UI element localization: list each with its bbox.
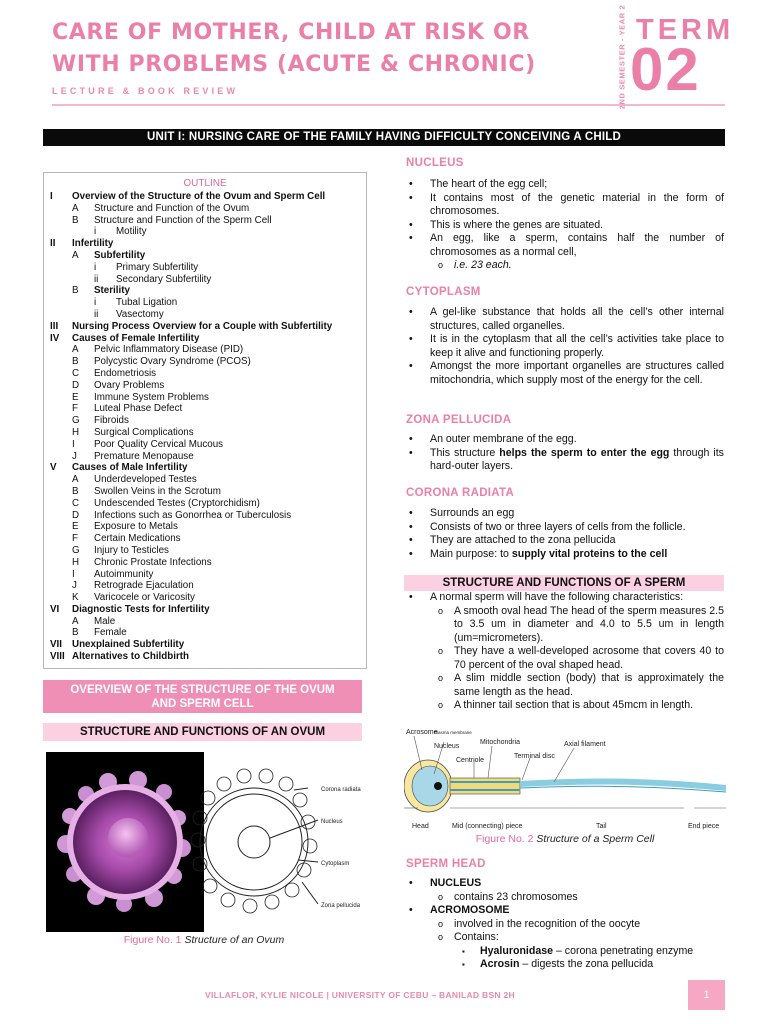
outline-text: Female (94, 627, 127, 639)
outline-text: Certain Medications (94, 533, 181, 545)
outline-marker: F (72, 403, 78, 415)
outline-item (50, 403, 360, 415)
outline-marker: G (72, 544, 80, 556)
corona-radiata-heading: CORONA RADIATA (406, 487, 515, 499)
outline-marker: i (94, 261, 97, 273)
nucleus-list (406, 178, 724, 273)
outline-text: Subfertility (94, 249, 146, 261)
sperm-caption-text: Structure of a Sperm Cell (533, 833, 655, 845)
outline-item (50, 486, 360, 498)
list-item: • This is where the genes are situated. (409, 218, 604, 231)
outline-box (43, 172, 367, 669)
outline-marker: H (72, 556, 80, 568)
outline-text: Alternatives to Childbirth (72, 651, 190, 663)
label-zona-pellucida: Zona pellucida (321, 903, 361, 909)
list-item: • An outer membrane of the egg. (409, 433, 577, 445)
outline-item (50, 368, 360, 380)
overview-heading-line1: OVERVIEW OF THE STRUCTURE OF THE OVUM (70, 684, 335, 696)
outline-text: Poor Quality Cervical Mucous (94, 438, 224, 450)
list-item: • Consists of two or three layers of cells from the follicle. (409, 520, 686, 533)
sperm-figure-caption (404, 833, 726, 845)
document-title-line-2: WITH PROBLEMS (ACUTE & CHRONIC) (52, 52, 536, 77)
list-subitem: o A smooth oval head The head of the sperm measures 2.5 to 3.5 um in diameter and 4.0 to 5.5 um in length (um=micrometers). (438, 604, 724, 644)
outline-item (50, 569, 360, 581)
outline-marker: II (50, 238, 56, 250)
list-subitem: o Contains: (438, 931, 499, 943)
outline-marker: K (72, 592, 79, 604)
label-nucleus: Nucleus (321, 819, 343, 825)
outline-list (50, 191, 360, 663)
label-mid-piece: Mid (connecting) piece (452, 823, 523, 830)
label-terminal-disc: Terminal disc (514, 753, 555, 760)
outline-marker: VII (50, 639, 62, 651)
label-tail: Tail (596, 823, 607, 830)
outline-item (50, 639, 360, 651)
list-item: • Main purpose: to supply vital proteins to the cell (409, 547, 668, 560)
list-item: • Surrounds an egg (409, 507, 515, 519)
outline-marker: H (72, 426, 80, 438)
outline-item (50, 344, 360, 356)
outline-text: Swollen Veins in the Scrotum (94, 485, 221, 497)
label-centriole: Centriole (456, 757, 485, 764)
list-subitem: o involved in the recognition of the oocyte (438, 917, 641, 930)
label-end-piece: End piece (688, 823, 720, 830)
list-item: • NUCLEUS (409, 877, 482, 889)
outline-text: Pelvic Inflammatory Disease (PID) (94, 344, 244, 356)
outline-marker: A (72, 202, 79, 214)
outline-item (50, 545, 360, 557)
zona-list (406, 433, 724, 474)
outline-text: Diagnostic Tests for Infertility (72, 603, 210, 615)
outline-marker: i (94, 297, 97, 309)
outline-item (50, 498, 360, 510)
outline-text: Premature Menopause (94, 450, 194, 462)
list-subitem: o They have a well-developed acrosome that covers 40 to 70 percent of the oval shaped head. (438, 645, 724, 671)
outline-item (50, 580, 360, 592)
sperm-section-heading: STRUCTURE AND FUNCTIONS OF A SPERM (404, 575, 724, 591)
label-axial-filament: Axial filament (564, 741, 606, 748)
outline-item (50, 474, 360, 486)
outline-marker: E (72, 391, 79, 403)
outline-marker: V (50, 462, 57, 474)
outline-item (50, 557, 360, 569)
outline-marker: ii (94, 273, 99, 285)
outline-text: Undescended Testes (Cryptorchidism) (94, 497, 260, 509)
outline-marker: i (94, 226, 97, 238)
outline-item (50, 380, 360, 392)
ovum-caption-text: Structure of an Ovum (181, 934, 285, 946)
outline-marker: A (72, 615, 79, 627)
outline-text: Nursing Process Overview for a Couple with Subfertility (72, 320, 333, 332)
outline-text: Causes of Male Infertility (72, 462, 188, 474)
outline-item (50, 356, 360, 368)
semester-label (612, 4, 632, 110)
outline-text: Exposure to Metals (94, 521, 178, 533)
outline-item (50, 215, 360, 227)
document-subtitle: LECTURE & BOOK REVIEW (52, 86, 239, 96)
outline-marker: A (72, 474, 79, 486)
outline-item (50, 616, 360, 628)
outline-marker: III (50, 320, 59, 332)
outline-item (50, 274, 360, 286)
footer-author: VILLAFLOR, KYLIE NICOLE | UNIVERSITY OF CEBU – BANILAD BSN 2H (204, 990, 515, 1000)
label-acrosome: Acrosome (406, 729, 438, 736)
outline-item (50, 651, 360, 663)
outline-item (50, 462, 360, 474)
outline-item (50, 427, 360, 439)
outline-marker: J (72, 580, 77, 592)
list-item: • It is in the cytoplasm that all the cell’s activities take place to keep it alive and functioning properly. (409, 333, 724, 359)
list-item: • This structure helps the sperm to enter the egg through its hard-outer layers. (409, 446, 724, 472)
list-item: • They are attached to the zona pellucida (409, 534, 616, 546)
overview-heading-line2: AND SPERM CELL (151, 698, 254, 710)
outline-item (50, 285, 360, 297)
outline-marker: C (72, 497, 80, 509)
label-head: Head (412, 823, 429, 830)
outline-marker: I (72, 568, 75, 580)
outline-text: Luteal Phase Defect (94, 403, 183, 415)
outline-item (50, 250, 360, 262)
label-mitochondria: Mitochondria (480, 739, 521, 746)
list-item: • It contains most of the genetic material in the form of chromosomes. (409, 191, 724, 217)
outline-text: Autoimmunity (94, 568, 154, 580)
outline-text: Ovary Problems (94, 379, 165, 391)
outline-marker: C (72, 367, 80, 379)
label-corona-radiata: Corona radiata (321, 787, 361, 793)
outline-text: Varicocele or Varicosity (94, 592, 195, 604)
list-subitem: o contains 23 chromosomes (438, 890, 578, 903)
outline-item (50, 226, 360, 238)
list-subitem: o A slim middle section (body) that is approximately the same length as the head. (438, 672, 724, 698)
term-number: 02 (630, 36, 701, 103)
outline-marker: VIII (50, 651, 65, 663)
outline-text: Retrograde Ejaculation (94, 580, 194, 592)
outline-text: Underdeveloped Testes (94, 474, 197, 486)
outline-marker: B (72, 485, 79, 497)
outline-text: Sterility (94, 285, 130, 297)
outline-item (50, 238, 360, 250)
outline-text: Vasectomy (116, 308, 164, 320)
outline-item (50, 627, 360, 639)
outline-text: Injury to Testicles (94, 544, 169, 556)
outline-item (50, 321, 360, 333)
corona-list (406, 507, 724, 561)
outline-text: Endometriosis (94, 367, 157, 379)
page-number: 1 (688, 980, 725, 1010)
cytoplasm-list (406, 306, 724, 387)
sperm-head-list (406, 877, 724, 972)
outline-marker: IV (50, 332, 60, 344)
list-item: • ACROMOSOME (409, 904, 510, 916)
list-item: • A gel-like substance that holds all the cell’s other internal structures, called organelles. (409, 306, 724, 332)
outline-item (50, 510, 360, 522)
outline-marker: A (72, 249, 79, 261)
outline-item (50, 262, 360, 274)
outline-item (50, 439, 360, 451)
outline-item (50, 521, 360, 533)
outline-text: Structure and Function of the Ovum (94, 202, 250, 214)
zona-pellucida-heading: ZONA PELLUCIDA (406, 414, 512, 426)
outline-marker: A (72, 344, 79, 356)
outline-text: Causes of Female Infertility (72, 332, 200, 344)
list-subsubitem: ▪ Acrosin – digests the zona pellucida (462, 958, 654, 970)
outline-marker: B (72, 356, 79, 368)
label-cytoplasm: Cytoplasm (321, 861, 350, 867)
label-plasma-membrane: Plasma membrane (434, 730, 472, 735)
outline-text: Overview of the Structure of the Ovum and Sperm Cell (72, 191, 326, 202)
outline-text: Surgical Complications (94, 426, 194, 438)
outline-text: Primary Subfertility (116, 261, 199, 273)
document-title-line-1: CARE OF MOTHER, CHILD AT RISK OR (52, 20, 530, 45)
outline-text: Polycystic Ovary Syndrome (PCOS) (94, 356, 251, 368)
outline-marker: VI (50, 603, 60, 615)
outline-item (50, 604, 360, 616)
overview-section-heading (43, 680, 362, 713)
outline-item (50, 533, 360, 545)
outline-marker: F (72, 533, 78, 545)
outline-text: Tubal Ligation (116, 297, 178, 309)
outline-marker: B (72, 285, 79, 297)
ovum-figure-caption (46, 934, 362, 946)
outline-item (50, 191, 360, 203)
outline-item (50, 415, 360, 427)
list-subitem: o i.e. 23 each. (438, 259, 512, 271)
list-subsubitem: ▪ Hyaluronidase – corona penetrating enzyme (462, 944, 694, 957)
unit-heading: UNIT I: NURSING CARE OF THE FAMILY HAVING DIFFICULTY CONCEIVING A CHILD (43, 129, 725, 146)
label-nucleus: Nucleus (434, 743, 460, 750)
sperm-caption-number: Figure No. 2 (475, 833, 534, 845)
list-item: • Amongst the more important organelles are structures called mitochondria, which supply most of the energy for the cell. (409, 360, 724, 386)
outline-text: Infections such as Gonorrhea or Tuberculosis (94, 509, 292, 521)
nucleus-heading: NUCLEUS (406, 157, 464, 169)
outline-marker: ii (94, 308, 99, 320)
outline-text: Fibroids (94, 415, 129, 427)
outline-item (50, 203, 360, 215)
outline-item (50, 592, 360, 604)
outline-text: Immune System Problems (94, 391, 209, 403)
outline-item (50, 451, 360, 463)
list-item: • An egg, like a sperm, contains half the number of chromosomes as a normal cell, (409, 232, 724, 258)
outline-marker: B (72, 214, 79, 226)
list-item: • A normal sperm will have the following characteristics: (409, 591, 684, 603)
ovum-diagram (191, 769, 318, 913)
outline-marker: D (72, 509, 80, 521)
outline-text: Secondary Subfertility (116, 273, 212, 285)
list-item: • The heart of the egg cell; (409, 178, 548, 190)
outline-text: Structure and Function of the Sperm Cell (94, 214, 272, 226)
ovum-caption-number: Figure No. 1 (123, 934, 182, 946)
outline-marker: J (72, 450, 77, 462)
outline-text: Chronic Prostate Infections (94, 556, 212, 568)
outline-marker: E (72, 521, 79, 533)
ovum-section-heading: STRUCTURE AND FUNCTIONS OF AN OVUM (43, 723, 362, 741)
outline-title: OUTLINE (183, 178, 227, 189)
sperm-head-heading: SPERM HEAD (406, 858, 486, 870)
outline-text: Unexplained Subfertility (72, 639, 185, 651)
outline-item (50, 392, 360, 404)
outline-marker: G (72, 415, 80, 427)
outline-item (50, 333, 360, 345)
sperm-figure (404, 722, 726, 832)
outline-marker: D (72, 379, 80, 391)
outline-text: Infertility (72, 238, 114, 250)
term-label: TERM (636, 14, 735, 46)
ovum-figure (46, 752, 362, 932)
outline-item (50, 309, 360, 321)
sperm-list (406, 591, 724, 713)
semester-text: 2ND SEMESTER - YEAR 2 (617, 4, 627, 110)
cytoplasm-heading: CYTOPLASM (406, 286, 481, 298)
outline-item (50, 297, 360, 309)
outline-marker: B (72, 627, 79, 639)
outline-text: Motility (116, 226, 147, 238)
list-subitem: o A thinner tail section that is about 45mcm in length. (438, 699, 694, 711)
outline-marker: I (50, 191, 53, 202)
outline-text: Male (94, 615, 116, 627)
outline-marker: I (72, 438, 75, 450)
